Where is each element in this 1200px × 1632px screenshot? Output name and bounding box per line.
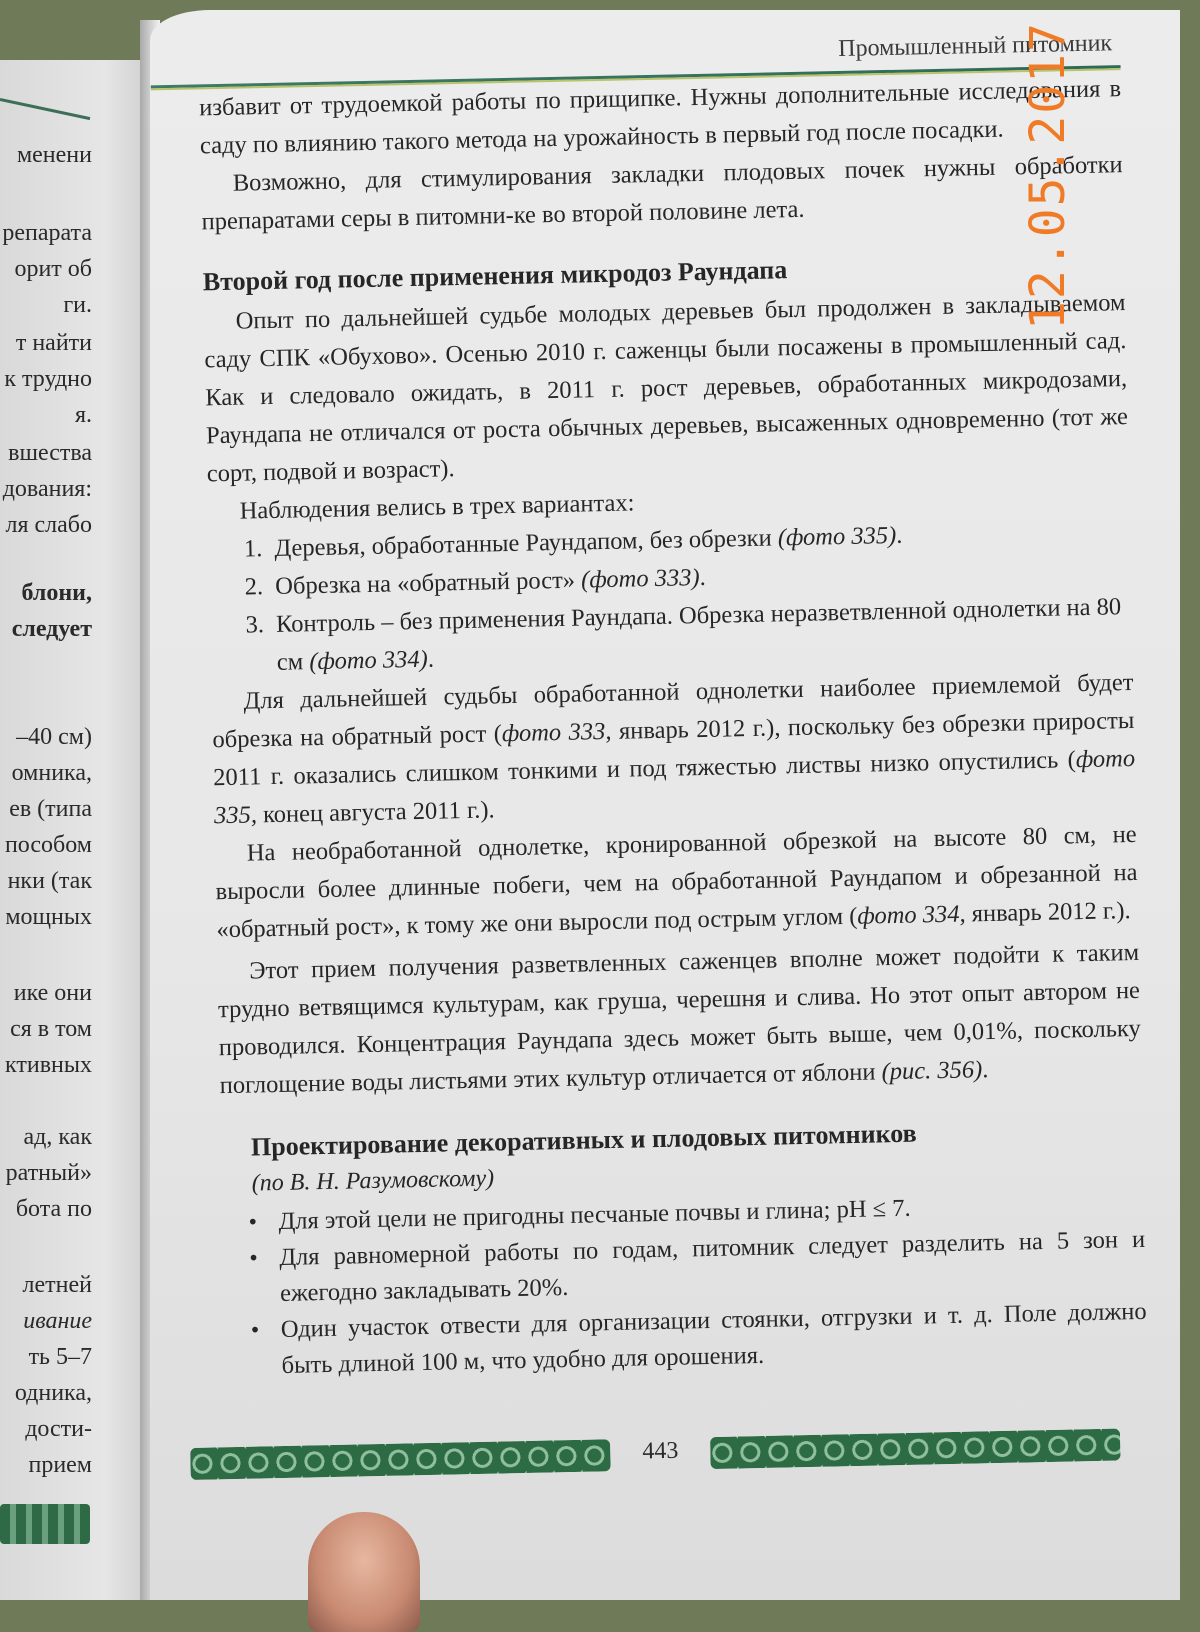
intro-paragraph-1: избавит от трудоемкой работы по прищипке. Нужны дополнительные исследования в саду по влиянию такого метода на урожайность в первый год после посадки. bbox=[198, 75, 1122, 160]
section1-paragraph-2: Наблюдения велись в трех вариантах: bbox=[239, 489, 635, 525]
left-page-fragment: одника, bbox=[14, 1380, 92, 1406]
left-page-fragment: бота по bbox=[15, 1196, 92, 1222]
left-page-fragment: прием bbox=[28, 1452, 92, 1478]
left-page-fragment: вшества bbox=[8, 440, 92, 466]
left-page-fragment: омника, bbox=[11, 760, 92, 786]
left-page-fragment: ад, как bbox=[23, 1124, 92, 1150]
list-item: 3. Контроль – без применения Раундапа. Обрезка неразветвленной однолетки на 80 см (фото 334). bbox=[270, 588, 1133, 682]
section-heading-roundup: Второй год после применения микродоз Раундапа bbox=[202, 255, 788, 297]
left-page-fragment: ги. bbox=[63, 292, 92, 318]
bullet-icon: • bbox=[249, 1245, 259, 1272]
variants-list bbox=[208, 512, 1133, 683]
left-page-fragment: к трудно bbox=[4, 366, 92, 392]
left-page-fragment: –40 см) bbox=[16, 724, 92, 750]
list-item: • Для этой цели не пригодны песчаные почвы и глина; рН ≤ 7. bbox=[278, 1186, 1145, 1240]
list-item: 1. Деревья, обработанные Раундапом, без обрезки (фото 335). bbox=[268, 512, 1131, 568]
left-page-fragment: ля слабо bbox=[5, 512, 92, 538]
left-page-fragment: ев (типа bbox=[9, 796, 92, 822]
left-page-fragment: ктивных bbox=[5, 1052, 92, 1078]
left-page-fragment: т найти bbox=[15, 330, 92, 356]
left-page-fragment: менени bbox=[16, 142, 92, 168]
left-page-fragment: нки (так bbox=[7, 868, 92, 894]
left-page-fragment: блони, bbox=[21, 580, 92, 606]
left-page-fragment: репарата bbox=[2, 220, 92, 246]
left-page-fragment: дости- bbox=[25, 1416, 92, 1442]
design-bullets bbox=[222, 1186, 1148, 1385]
list-item: • Один участок отвести для организации стоянки, отгрузки и т. д. Поле должно быть длиной 100 м, что удобно для орошения. bbox=[250, 1297, 1147, 1379]
bullet-icon: • bbox=[250, 1317, 260, 1344]
page-number: 443 bbox=[642, 1437, 679, 1465]
left-page-fragment: орит об bbox=[14, 256, 92, 282]
footer-ornament-left bbox=[190, 1439, 611, 1480]
left-page bbox=[0, 60, 150, 1600]
page-footer bbox=[190, 1422, 1131, 1492]
body-text bbox=[171, 70, 1148, 1386]
running-head: Промышленный питомник bbox=[837, 30, 1113, 63]
section-subheading: (по В. Н. Разумовскому) bbox=[251, 1165, 495, 1197]
section1-paragraph-3: Для дальнейшей судьбы обработанной однолетки наиболее приемлемой будет обрезка на обратный рост (фото 333, январь 2012 г.), поскольку без обрезки приросты 2011 г. оказались слишком тонкими и под тяжестью листвы низко опустились (фото 335, конец августа 2011 г.). bbox=[212, 668, 1136, 830]
date-stamp: 12.05.2017 bbox=[1020, 21, 1076, 330]
footer-ornament-right bbox=[710, 1429, 1121, 1470]
left-page-fragment: ся в том bbox=[10, 1016, 92, 1042]
list-item: • Для равномерной работы по годам, питомник следует разделить на 5 зон и ежегодно закладывать 20%. bbox=[249, 1225, 1146, 1307]
section1-paragraph-4: На необработанной однолетке, кронированной обрезкой на высоте 80 см, не выросли более длинные побеги, чем на обработанной Раундапом и обрезанной на «обратный рост», к тому же они выросли под острым углом (фото 334, январь 2012 г.). bbox=[215, 820, 1138, 944]
section1-paragraph-1: Опыт по дальнейшей судьбе молодых деревьев был продолжен в закладываемом саду СПК «Обухово». Осенью 2010 г. саженцы были посажены в промышленный сад. Как и следовало ожидать, в 2011 г. рост деревьев, обработанных микродозами, Раундапа не отличался от роста обычных деревьев, высаженных одновременно (тот же сорт, подвой и возраст). bbox=[204, 289, 1129, 488]
left-page-fragment: дования: bbox=[2, 476, 92, 502]
page-content bbox=[170, 30, 1148, 1386]
left-page-ornament bbox=[0, 1504, 90, 1544]
left-page-fragment: ике они bbox=[13, 980, 92, 1006]
bullet-icon: • bbox=[248, 1209, 258, 1236]
left-page-fragment: ивание bbox=[23, 1308, 92, 1334]
section1-paragraph-5: Этот прием получения разветвленных саженцев вполне может подойти к таким трудно ветвящимся культурам, как груша, черешня и слива. Но этот опыт автором не проводился. Концентрация Раундапа здесь может быть выше, чем 0,01%, поскольку поглощение воды листьями этих культур отличается от яблони (рис. 356). bbox=[217, 938, 1141, 1100]
section-heading-nursery-design: Проектирование декоративных и плодовых питомников bbox=[250, 1118, 917, 1162]
left-page-fragment: ть 5–7 bbox=[28, 1344, 92, 1370]
list-item: 2. Обрезка на «обратный рост» (фото 333). bbox=[269, 550, 1132, 606]
intro-paragraph-2: Возможно, для стимулирования закладки плодовых почек нужны обработки препаратами серы в питомни-ке во второй половине лета. bbox=[201, 151, 1123, 236]
left-page-fragment: пособом bbox=[4, 832, 92, 858]
left-page-fragment: я. bbox=[74, 402, 92, 428]
left-page-rule bbox=[0, 98, 90, 120]
thumb bbox=[308, 1512, 420, 1632]
left-page-fragment: ратный» bbox=[5, 1160, 92, 1186]
left-page-fragment: мощных bbox=[5, 904, 92, 930]
left-page-fragment: летней bbox=[22, 1272, 92, 1298]
left-page-fragment: следует bbox=[11, 616, 92, 642]
